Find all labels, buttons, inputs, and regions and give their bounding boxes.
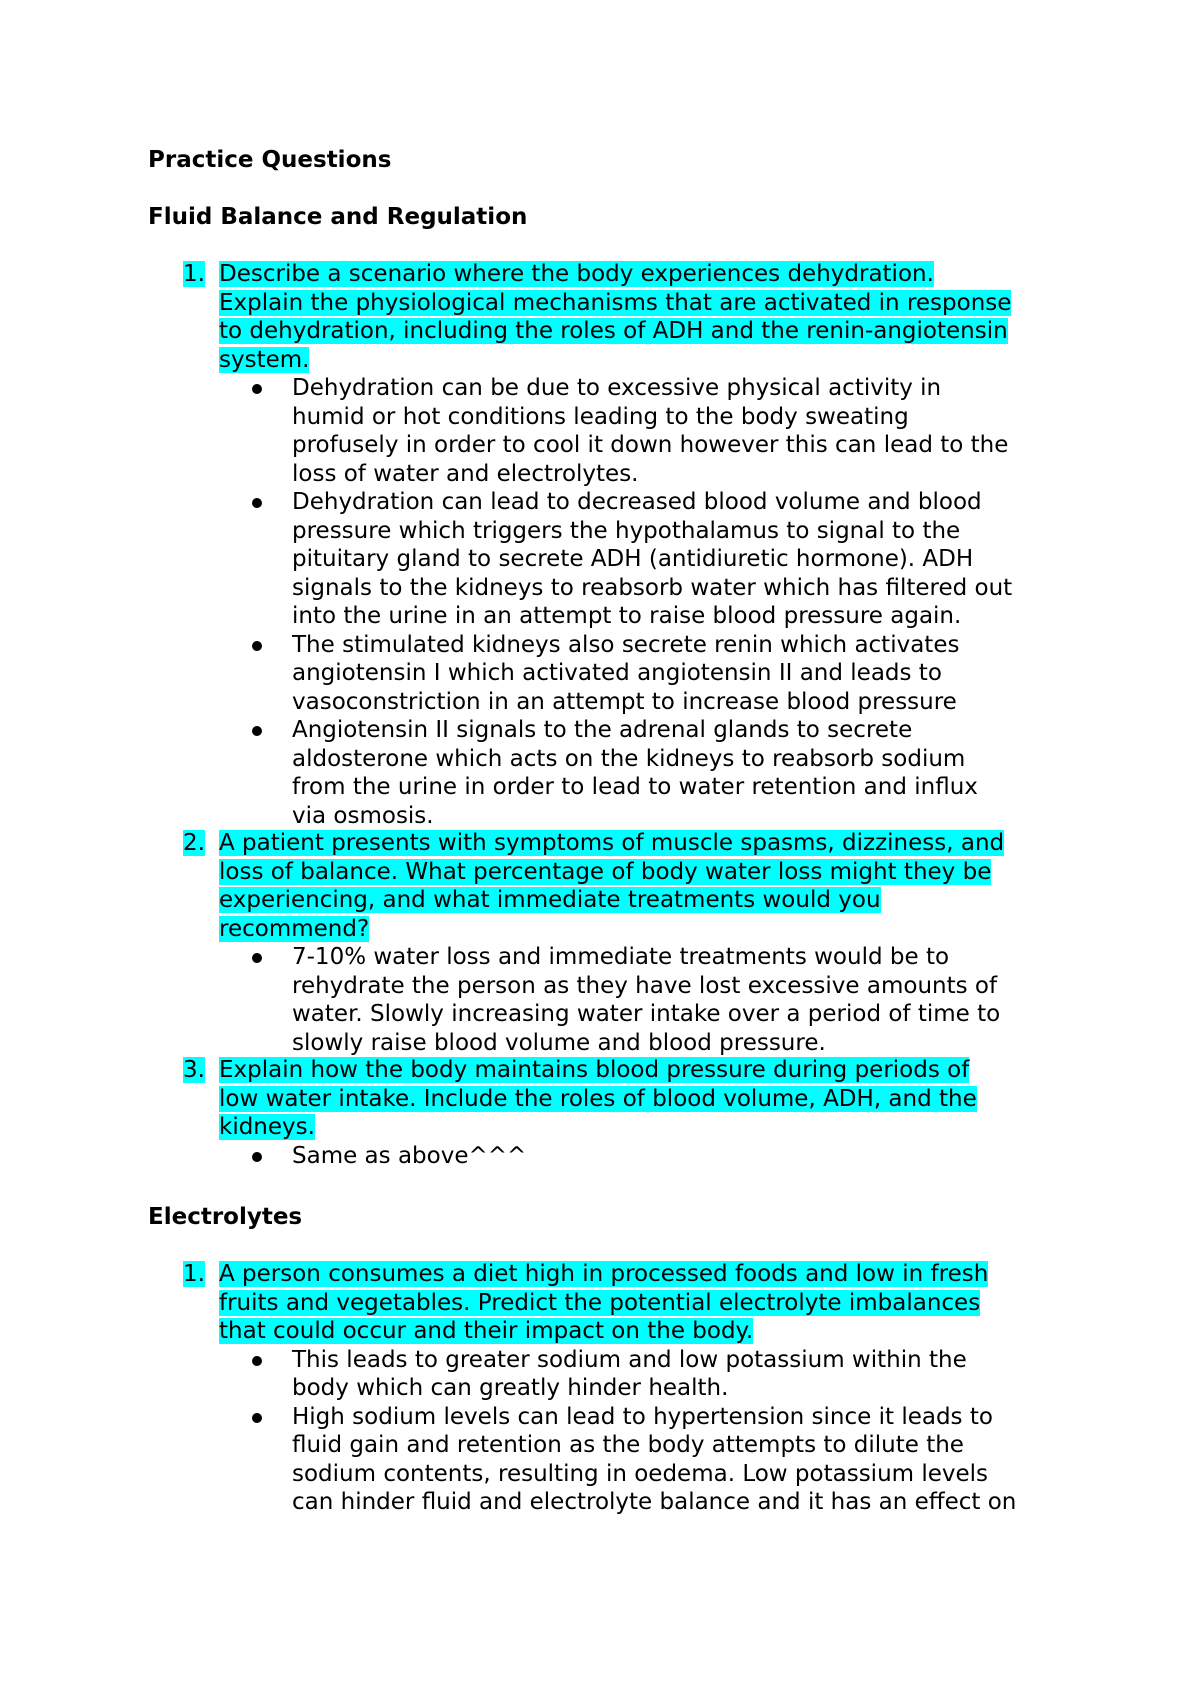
answer-line: Angiotensin II signals to the adrenal glands to secrete (292, 717, 913, 743)
answer-line: This leads to greater sodium and low potassium within the (292, 1346, 967, 1373)
bullet-icon (252, 726, 262, 736)
answer-line: Same as above^^^ (292, 1142, 527, 1169)
answer-line: pressure which triggers the hypothalamus to signal to the (292, 517, 961, 544)
question-line (219, 1317, 753, 1346)
highlighted-text: 2. (183, 830, 205, 856)
question-line (219, 317, 1008, 346)
highlighted-text: system. (219, 346, 310, 373)
bullet-icon (252, 1152, 262, 1162)
answer-line: Dehydration can be due to excessive physical activity in (292, 375, 942, 401)
highlighted-text: experiencing, and what immediate treatments would you (219, 887, 881, 913)
answer-line: signals to the kidneys to reabsorb water which has filtered out (292, 574, 1013, 601)
answer-line: Dehydration can lead to decreased blood volume and blood (292, 489, 982, 515)
section-heading: Electrolytes (148, 1204, 303, 1230)
highlighted-text: A person consumes a diet high in processed foods and low in fresh (219, 1261, 989, 1287)
answer-line: water. Slowly increasing water intake over a period of time to (292, 1001, 1001, 1027)
answer-line: The stimulated kidneys also secrete renin which activates (292, 631, 960, 658)
question-number (183, 829, 205, 858)
bullet-icon (252, 641, 262, 651)
highlighted-text: Describe a scenario where the body experiences dehydration. (219, 261, 934, 287)
highlighted-text: to dehydration, including the roles of ADH and the renin-angiotensin (219, 318, 1008, 344)
bullet-icon (252, 1413, 262, 1423)
answer-line: rehydrate the person as they have lost excessive amounts of (292, 972, 998, 999)
question-line (219, 1056, 969, 1085)
question-number (183, 1260, 205, 1289)
highlighted-text: loss of balance. What percentage of body water loss might they be (219, 858, 992, 885)
answer-line: pituitary gland to secrete ADH (antidiuretic hormone). ADH (292, 546, 974, 572)
question-line (219, 1289, 980, 1318)
answer-line: fluid gain and retention as the body attempts to dilute the (292, 1432, 964, 1458)
bullet-icon (252, 1356, 262, 1366)
answer-line: loss of water and electrolytes. (292, 460, 639, 487)
question-line (219, 1113, 315, 1142)
question-line (219, 829, 1004, 858)
highlighted-text: recommend? (219, 915, 370, 942)
highlighted-text: Explain the physiological mechanisms that are activated in response (219, 289, 1012, 316)
answer-line: humid or hot conditions leading to the body sweating (292, 403, 909, 430)
answer-line: vasoconstriction in an attempt to increase blood pressure (292, 688, 957, 715)
answer-line: body which can greatly hinder health. (292, 1375, 729, 1401)
highlighted-text: 3. (183, 1057, 205, 1083)
highlighted-text: kidneys. (219, 1114, 315, 1140)
answer-line: angiotensin I which activated angiotensin II and leads to (292, 660, 942, 686)
answer-line: High sodium levels can lead to hypertension since it leads to (292, 1403, 993, 1430)
answer-line: 7-10% water loss and immediate treatments would be to (292, 944, 950, 970)
highlighted-text: low water intake. Include the roles of blood volume, ADH, and the (219, 1085, 977, 1112)
section-heading: Fluid Balance and Regulation (148, 204, 528, 230)
bullet-icon (252, 498, 262, 508)
bullet-icon (252, 953, 262, 963)
highlighted-text: 1. (183, 1261, 205, 1287)
answer-line: profusely in order to cool it down however this can lead to the (292, 432, 1009, 458)
question-number (183, 1056, 205, 1085)
highlighted-text: A patient presents with symptoms of muscle spasms, dizziness, and (219, 830, 1005, 856)
answer-line: slowly raise blood volume and blood pressure. (292, 1029, 826, 1056)
question-line (219, 858, 991, 887)
question-line (219, 346, 309, 375)
answer-line: aldosterone which acts on the kidneys to reabsorb sodium (292, 745, 966, 772)
highlighted-text: 1. (183, 261, 205, 287)
highlighted-text: fruits and vegetables. Predict the potential electrolyte imbalances (219, 1289, 981, 1316)
bullet-icon (252, 384, 262, 394)
question-line (219, 915, 369, 944)
question-line (219, 886, 881, 915)
answer-line: can hinder fluid and electrolyte balance and it has an effect on (292, 1489, 1017, 1515)
highlighted-text: that could occur and their impact on the body. (219, 1318, 754, 1344)
question-line (219, 1085, 977, 1114)
answer-line: via osmosis. (292, 802, 434, 829)
answer-line: from the urine in order to lead to water retention and influx (292, 774, 978, 800)
question-line (219, 260, 934, 289)
question-line (219, 1260, 988, 1289)
answer-line: into the urine in an attempt to raise blood pressure again. (292, 603, 962, 629)
answer-line: sodium contents, resulting in oedema. Low potassium levels (292, 1460, 989, 1487)
question-number (183, 260, 205, 289)
highlighted-text: Explain how the body maintains blood pressure during periods of (219, 1057, 970, 1083)
page-title: Practice Questions (148, 147, 392, 173)
question-line (219, 289, 1011, 318)
